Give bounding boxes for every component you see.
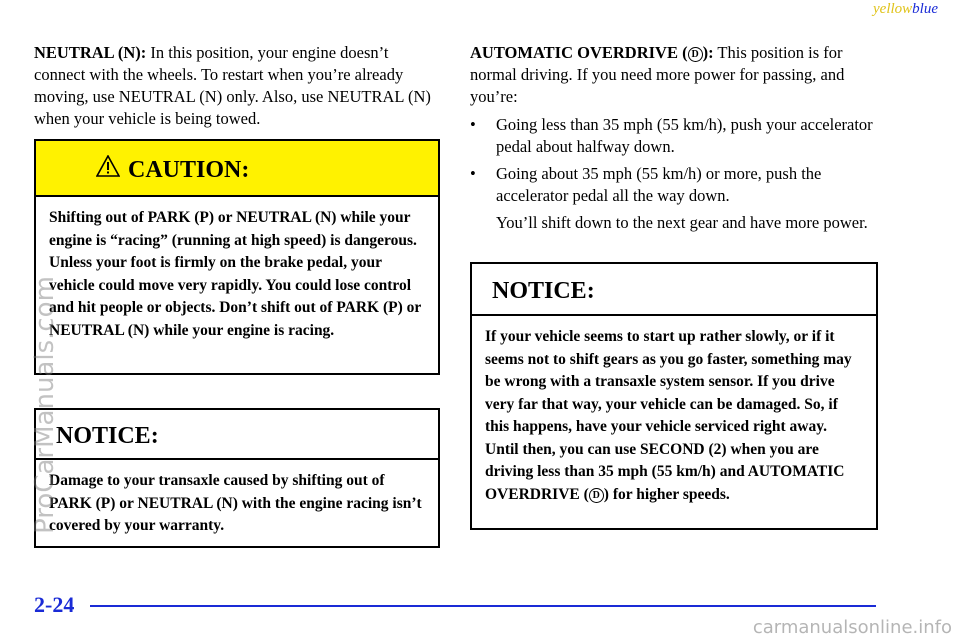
overdrive-text: This position is for normal driving. If you need more power for passing, and you’re: xyxy=(470,43,845,106)
notice-text-start: If your vehicle seems to start up rather slowly, or if it seems not to shift gears as you go faster, something may be wrong with a transaxle system sensor. If you drive very far that way, your vehicle can be damaged. So, if this happens, have your vehicle serviced right away. Until then, you can use SECOND (2) when you are driving less than 35 mph (55 km/h) and AUTOMATIC OVERDRIVE ( xyxy=(485,328,852,503)
neutral-label: NEUTRAL (N): xyxy=(34,43,147,62)
notice-box-warranty xyxy=(34,408,440,548)
overdrive-d-icon: D xyxy=(589,488,604,503)
bottom-watermark: carmanualsonline.info xyxy=(752,617,952,638)
left-column xyxy=(34,42,440,130)
notice-text-end: ) for higher speeds. xyxy=(603,485,730,503)
notice-text xyxy=(472,316,876,506)
edition-tag-yellow: yellow xyxy=(873,1,913,17)
list-item-text: Going about 35 mph (55 km/h) or more, push the accelerator pedal all the way down. xyxy=(496,164,822,205)
list-item xyxy=(470,163,880,207)
bullet-icon: • xyxy=(470,164,476,183)
overdrive-label-end: ): xyxy=(702,43,714,62)
warning-triangle-icon xyxy=(96,155,120,177)
overdrive-label xyxy=(470,43,714,62)
caution-text: Shifting out of PARK (P) or NEUTRAL (N) while your engine is “racing” (running at high speed) is dangerous. Unless your foot is firmly on the brake pedal, your vehicle could move very rapidly. You could lose control and hit people or objects. Don’t shift out of PARK (P) or NEUTRAL (N) while your engine is racing. xyxy=(49,209,421,339)
notice-title: NOTICE: xyxy=(492,278,595,304)
edition-tag-blue: blue xyxy=(912,1,938,17)
neutral-text: In this position, your engine doesn’t connect with the wheels. To restart when you’re already moving, use NEUTRAL (N) only. Also, use NEUTRAL (N) when your vehicle is being towed. xyxy=(34,43,431,128)
notice-title: NOTICE: xyxy=(56,423,159,449)
side-watermark xyxy=(30,195,60,615)
page-number: 2-24 xyxy=(34,592,75,617)
power-bullet-list xyxy=(470,114,880,207)
side-watermark-text: ProCarManuals.com xyxy=(30,276,60,534)
list-item-text: Going less than 35 mph (55 km/h), push your accelerator pedal about halfway down. xyxy=(496,115,873,156)
caution-box xyxy=(34,139,440,375)
caution-header xyxy=(36,141,438,197)
caution-title: CAUTION: xyxy=(128,157,250,183)
neutral-paragraph xyxy=(34,42,440,130)
overdrive-label-start: AUTOMATIC OVERDRIVE ( xyxy=(470,43,688,62)
shift-down-note: You’ll shift down to the next gear and have more power. xyxy=(496,213,868,232)
notice-header xyxy=(36,410,438,460)
notice-box-sensor xyxy=(470,262,878,530)
overdrive-d-icon: D xyxy=(688,47,703,62)
edition-tag xyxy=(873,1,938,18)
overdrive-paragraph xyxy=(470,42,880,108)
bullet-icon: • xyxy=(470,115,476,134)
footer-rule xyxy=(90,605,876,607)
notice-text: Damage to your transaxle caused by shifting out of PARK (P) or NEUTRAL (N) with the engine racing isn’t covered by your warranty. xyxy=(49,472,422,534)
right-column xyxy=(470,42,880,234)
notice-header xyxy=(472,264,876,316)
list-item xyxy=(470,114,880,158)
